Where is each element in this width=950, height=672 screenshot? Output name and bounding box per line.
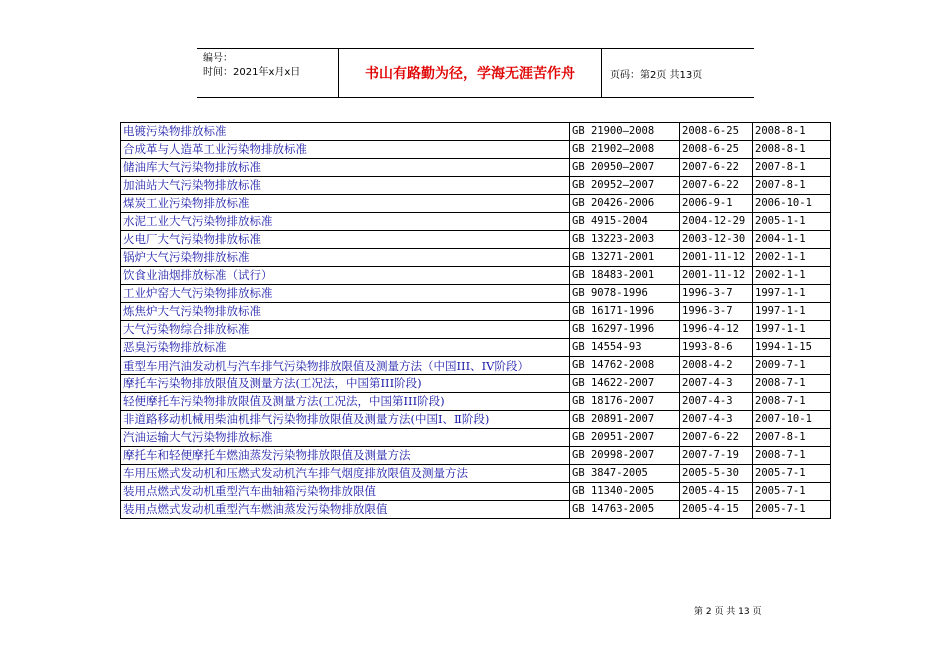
issue-date: 2007-4-3 [680, 393, 753, 411]
issue-date: 2008-6-25 [680, 123, 753, 141]
standard-name-link[interactable]: 大气污染物综合排放标准 [121, 321, 570, 339]
standard-code: GB 16171-1996 [570, 303, 680, 321]
standard-code: GB 18483-2001 [570, 267, 680, 285]
standard-code: GB 20951-2007 [570, 429, 680, 447]
effective-date: 2007-8-1 [753, 177, 831, 195]
effective-date: 2007-8-1 [753, 429, 831, 447]
table-row [121, 501, 831, 519]
issue-date: 2003-12-30 [680, 231, 753, 249]
effective-date: 2005-1-1 [753, 213, 831, 231]
table-row [121, 393, 831, 411]
table-row [121, 303, 831, 321]
standard-name-link[interactable]: 储油库大气污染物排放标准 [121, 159, 570, 177]
standard-name-link[interactable]: 车用压燃式发动机和压燃式发动机汽车排气烟度排放限值及测量方法 [121, 465, 570, 483]
issue-date: 2007-7-19 [680, 447, 753, 465]
effective-date: 2002-1-1 [753, 249, 831, 267]
header-meta [197, 49, 339, 97]
document-header [197, 48, 754, 98]
standard-name-link[interactable]: 摩托车和轻便摩托车燃油蒸发污染物排放限值及测量方法 [121, 447, 570, 465]
effective-date: 1997-1-1 [753, 303, 831, 321]
effective-date: 2007-10-1 [753, 411, 831, 429]
issue-date: 1993-8-6 [680, 339, 753, 357]
effective-date: 1994-1-15 [753, 339, 831, 357]
standard-name-link[interactable]: 锅炉大气污染物排放标准 [121, 249, 570, 267]
table-row [121, 159, 831, 177]
effective-date: 2007-8-1 [753, 159, 831, 177]
page-footer: 第 2 页 共 13 页 [694, 607, 762, 617]
table-row [121, 285, 831, 303]
standard-name-link[interactable]: 合成革与人造革工业污染物排放标准 [121, 141, 570, 159]
standard-code: GB 14622-2007 [570, 375, 680, 393]
effective-date: 2009-7-1 [753, 357, 831, 375]
table-row [121, 141, 831, 159]
effective-date: 2005-7-1 [753, 501, 831, 519]
effective-date: 2005-7-1 [753, 465, 831, 483]
standard-code: GB 11340-2005 [570, 483, 680, 501]
standard-name-link[interactable]: 电镀污染物排放标准 [121, 123, 570, 141]
issue-date: 2001-11-12 [680, 249, 753, 267]
standard-name-link[interactable]: 重型车用汽油发动机与汽车排气污染物排放限值及测量方法（中国III、IV阶段） [121, 357, 570, 375]
standard-code: GB 13223-2003 [570, 231, 680, 249]
table-row [121, 249, 831, 267]
standard-code: GB 9078-1996 [570, 285, 680, 303]
standard-code: GB 4915-2004 [570, 213, 680, 231]
effective-date: 2004-1-1 [753, 231, 831, 249]
standard-name-link[interactable]: 饮食业油烟排放标准（试行） [121, 267, 570, 285]
issue-date: 2007-6-22 [680, 159, 753, 177]
standard-code: GB 3847-2005 [570, 465, 680, 483]
standard-code: GB 20950—2007 [570, 159, 680, 177]
standard-code: GB 21902—2008 [570, 141, 680, 159]
standard-name-link[interactable]: 非道路移动机械用柴油机排气污染物排放限值及测量方法(中国Ⅰ、Ⅱ阶段) [121, 411, 570, 429]
issue-date: 2008-6-25 [680, 141, 753, 159]
standard-name-link[interactable]: 水泥工业大气污染物排放标准 [121, 213, 570, 231]
standard-code: GB 21900—2008 [570, 123, 680, 141]
table-row [121, 339, 831, 357]
effective-date: 2008-7-1 [753, 393, 831, 411]
standards-table [120, 122, 831, 519]
issue-date: 2001-11-12 [680, 267, 753, 285]
number-label: 编号： [203, 53, 233, 64]
issue-date: 2005-4-15 [680, 483, 753, 501]
issue-date: 2005-5-30 [680, 465, 753, 483]
issue-date: 2008-4-2 [680, 357, 753, 375]
effective-date: 2008-8-1 [753, 123, 831, 141]
table-row [121, 465, 831, 483]
effective-date: 2006-10-1 [753, 195, 831, 213]
standard-code: GB 20952—2007 [570, 177, 680, 195]
header-page-code: 页码：第2页 共13页 [610, 69, 703, 81]
standard-code: GB 20891-2007 [570, 411, 680, 429]
standard-code: GB 20998-2007 [570, 447, 680, 465]
standard-name-link[interactable]: 煤炭工业污染物排放标准 [121, 195, 570, 213]
standards-table-body [121, 123, 831, 519]
effective-date: 2002-1-1 [753, 267, 831, 285]
effective-date: 2005-7-1 [753, 483, 831, 501]
table-row [121, 213, 831, 231]
standard-code: GB 16297-1996 [570, 321, 680, 339]
standard-code: GB 20426-2006 [570, 195, 680, 213]
effective-date: 2008-8-1 [753, 141, 831, 159]
table-row [121, 195, 831, 213]
table-row [121, 321, 831, 339]
effective-date: 2008-7-1 [753, 375, 831, 393]
table-row [121, 123, 831, 141]
standard-code: GB 14762-2008 [570, 357, 680, 375]
issue-date: 2004-12-29 [680, 213, 753, 231]
issue-date: 2007-4-3 [680, 411, 753, 429]
standard-name-link[interactable]: 汽油运输大气污染物排放标准 [121, 429, 570, 447]
standard-name-link[interactable]: 加油站大气污染物排放标准 [121, 177, 570, 195]
standard-name-link[interactable]: 恶臭污染物排放标准 [121, 339, 570, 357]
table-row [121, 447, 831, 465]
table-row [121, 357, 831, 375]
issue-date: 2007-4-3 [680, 375, 753, 393]
standard-name-link[interactable]: 工业炉窑大气污染物排放标准 [121, 285, 570, 303]
standard-name-link[interactable]: 摩托车污染物排放限值及测量方法(工况法，中国第III阶段) [121, 375, 570, 393]
issue-date: 1996-3-7 [680, 285, 753, 303]
header-motto: 书山有路勤为径，学海无涯苦作舟 [339, 49, 602, 97]
effective-date: 1997-1-1 [753, 285, 831, 303]
standard-name-link[interactable]: 火电厂大气污染物排放标准 [121, 231, 570, 249]
table-row [121, 483, 831, 501]
table-row [121, 231, 831, 249]
standard-name-link[interactable]: 炼焦炉大气污染物排放标准 [121, 303, 570, 321]
standard-code: GB 13271-2001 [570, 249, 680, 267]
standard-name-link[interactable]: 装用点燃式发动机重型汽车曲轴箱污染物排放限值 [121, 483, 570, 501]
standard-name-link[interactable]: 装用点燃式发动机重型汽车燃油蒸发污染物排放限值 [121, 501, 570, 519]
standard-name-link[interactable]: 轻便摩托车污染物排放限值及测量方法(工况法，中国第III阶段) [121, 393, 570, 411]
standard-code: GB 18176-2007 [570, 393, 680, 411]
issue-date: 2006-9-1 [680, 195, 753, 213]
effective-date: 1997-1-1 [753, 321, 831, 339]
issue-date: 1996-4-12 [680, 321, 753, 339]
table-row [121, 429, 831, 447]
issue-date: 2007-6-22 [680, 177, 753, 195]
issue-date: 2007-6-22 [680, 429, 753, 447]
standard-code: GB 14554-93 [570, 339, 680, 357]
table-row [121, 177, 831, 195]
table-row [121, 267, 831, 285]
table-row [121, 375, 831, 393]
effective-date: 2008-7-1 [753, 447, 831, 465]
issue-date: 2005-4-15 [680, 501, 753, 519]
table-row [121, 411, 831, 429]
issue-date: 1996-3-7 [680, 303, 753, 321]
standard-code: GB 14763-2005 [570, 501, 680, 519]
time-label: 时间：2021年x月x日 [203, 67, 301, 78]
